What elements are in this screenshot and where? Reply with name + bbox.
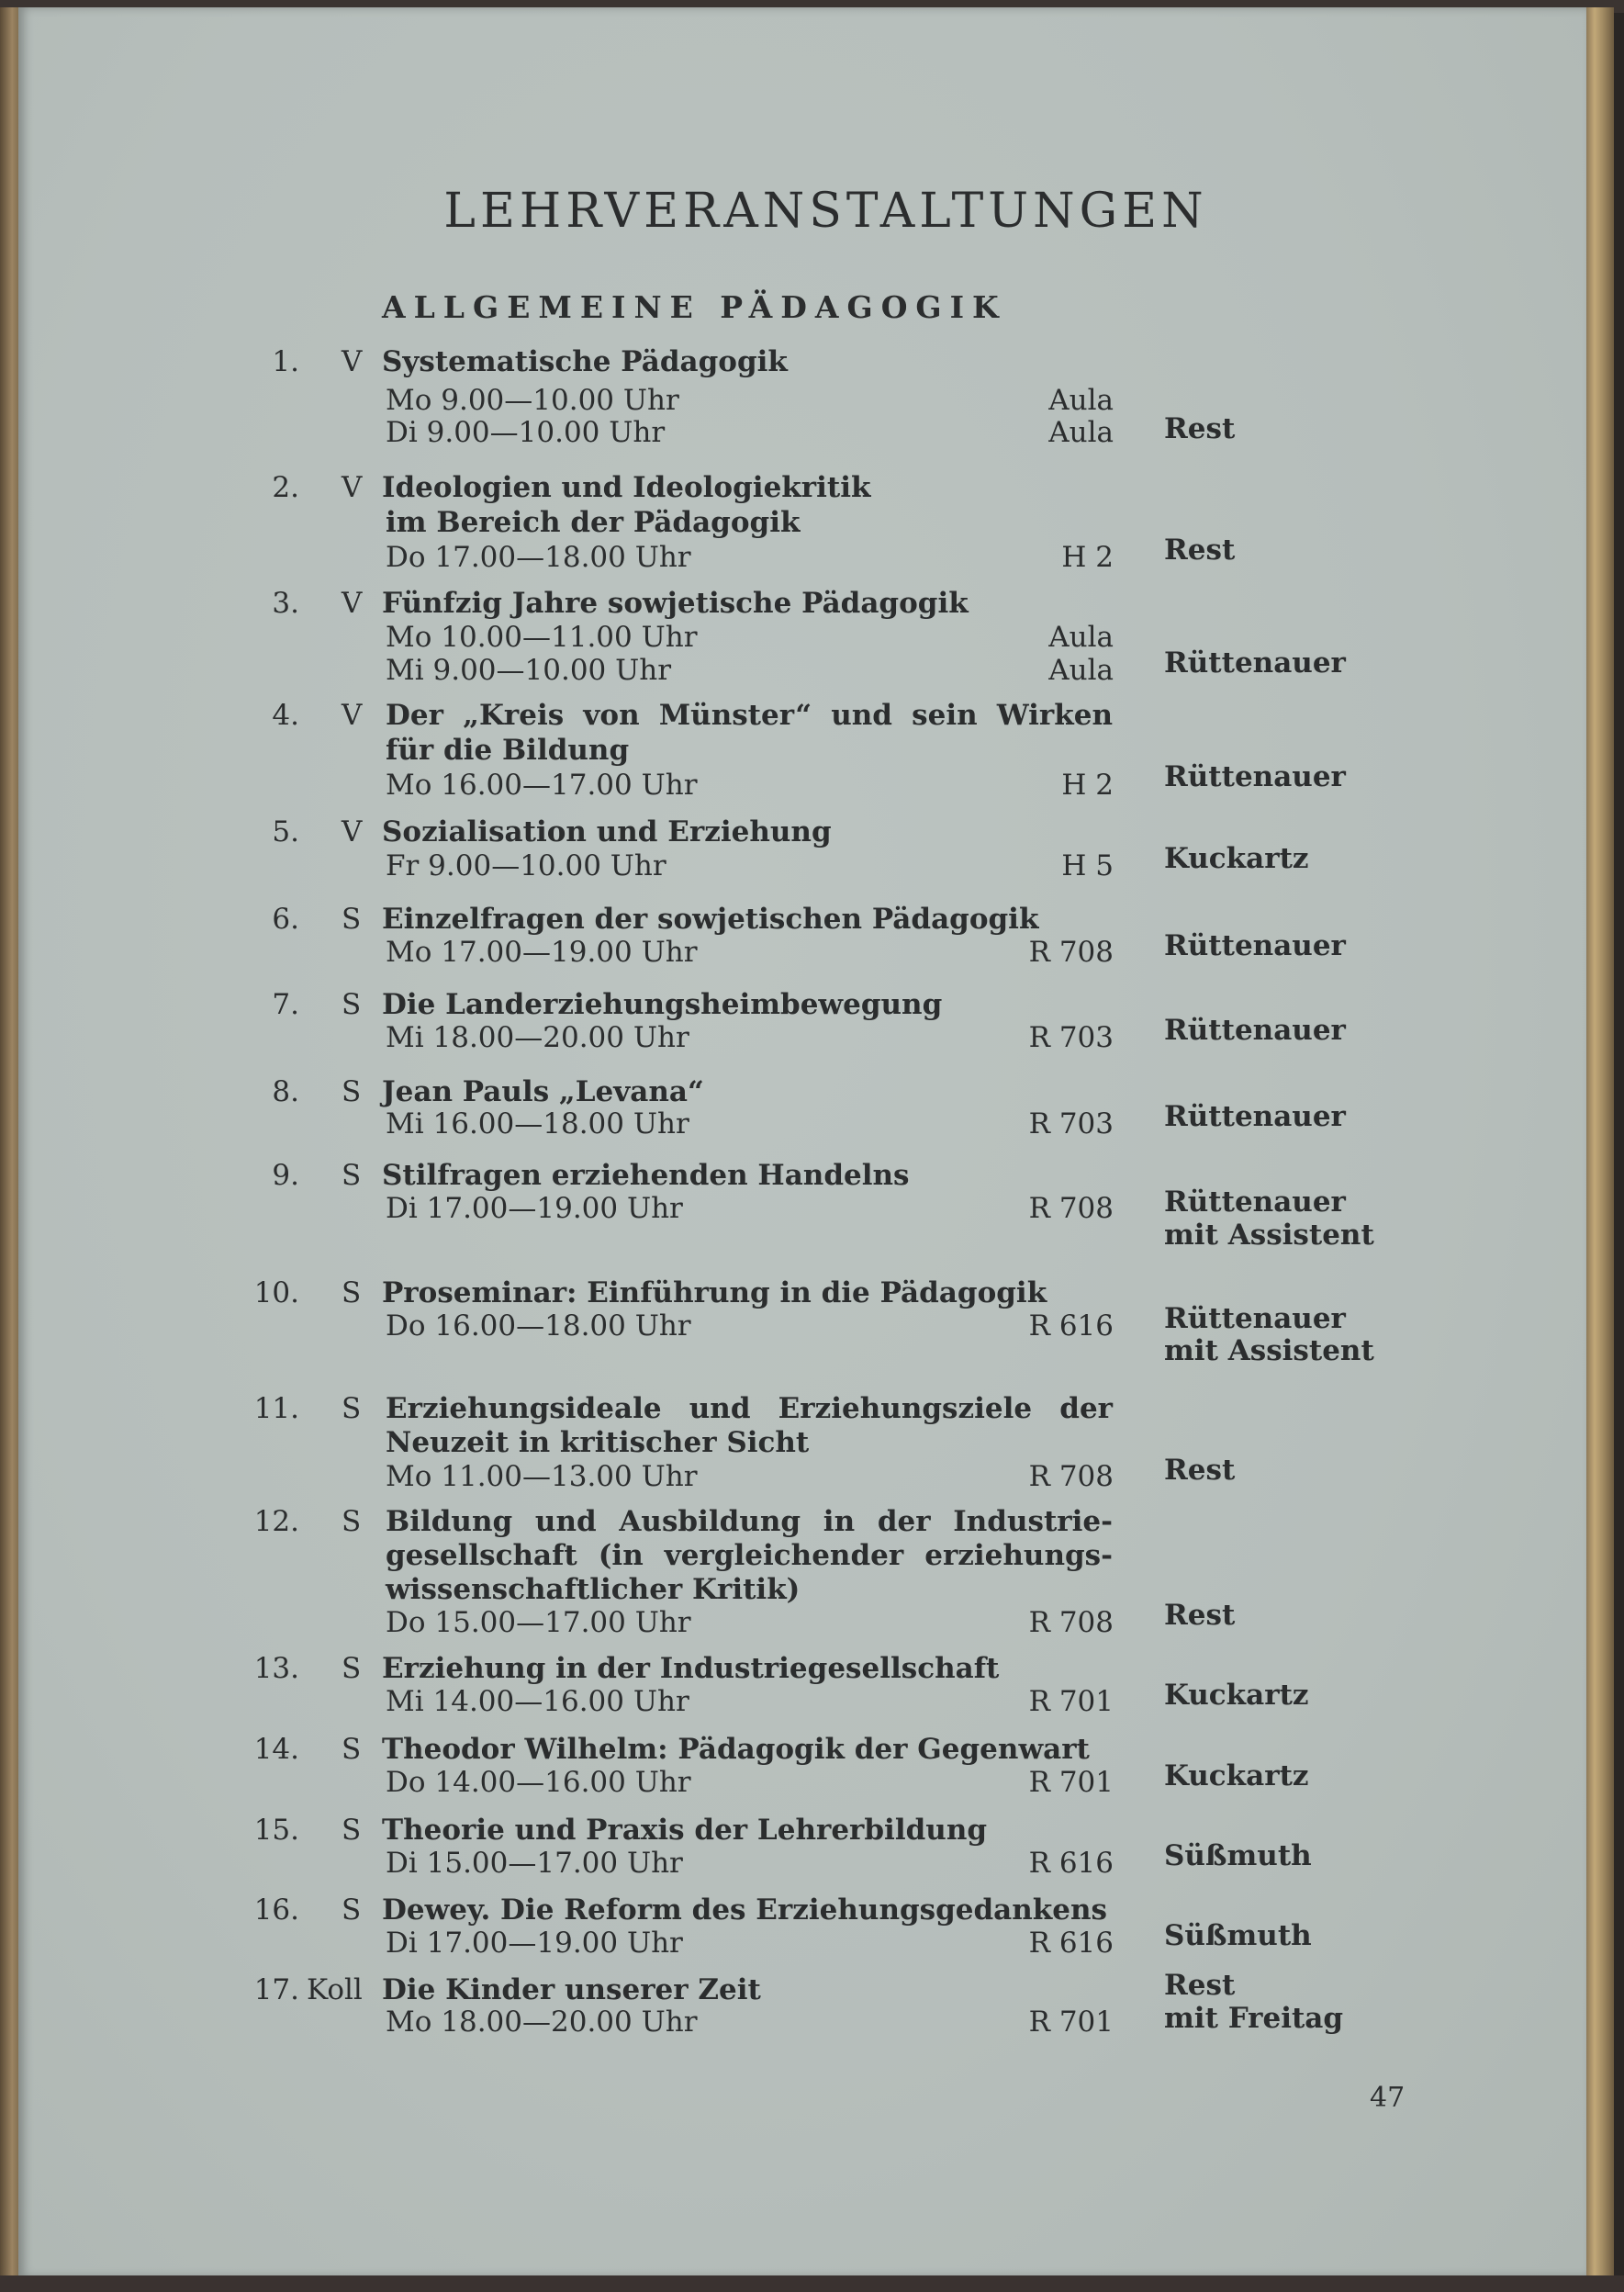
- course-room: Aula: [1048, 416, 1114, 449]
- course-schedule: Mi 14.00—16.00 Uhr: [386, 1685, 689, 1718]
- course-title-line: wissenschaftlicher Kritik): [386, 1573, 801, 1606]
- course-schedule: Mi 9.00—10.00 Uhr: [386, 654, 672, 687]
- course-title-line: Fünfzig Jahre sowjetische Pädagogik: [382, 587, 969, 620]
- course-type: S: [342, 1075, 362, 1108]
- course-title-line: Theodor Wilhelm: Pädagogik der Gegenwart: [382, 1733, 1090, 1766]
- course-title-line: Erziehung in der Industriegesellschaft: [382, 1652, 1000, 1685]
- course-number: 10.: [253, 1276, 299, 1309]
- course-lecturer: Rest: [1164, 534, 1236, 567]
- course-lecturer: Rüttenauer: [1164, 1014, 1346, 1047]
- course-schedule: Di 17.00—19.00 Uhr: [386, 1192, 683, 1225]
- course-type: V: [342, 471, 363, 504]
- course-number: 16.: [253, 1893, 299, 1927]
- course-room: R 616: [1028, 1309, 1114, 1343]
- course-number: 17.: [253, 1973, 299, 2006]
- course-number: 4.: [272, 699, 299, 732]
- course-type: S: [342, 1814, 362, 1847]
- scan-bottom-border: [0, 2275, 1624, 2292]
- course-number: 11.: [253, 1392, 299, 1425]
- page-stack-edge: [1586, 7, 1614, 2277]
- course-title-line: Bildung und Ausbildung in der Industrie-: [386, 1505, 1113, 1538]
- course-lecturer: mit Freitag: [1164, 2002, 1344, 2035]
- course-schedule: Do 15.00—17.00 Uhr: [386, 1606, 691, 1639]
- course-title-line: Theorie und Praxis der Lehrerbildung: [382, 1814, 988, 1847]
- course-room: Aula: [1048, 384, 1114, 417]
- course-type: V: [342, 587, 363, 620]
- course-room: R 701: [1028, 1766, 1114, 1799]
- course-schedule: Di 17.00—19.00 Uhr: [386, 1927, 683, 1960]
- course-type: V: [342, 815, 363, 848]
- course-schedule: Mo 17.00—19.00 Uhr: [386, 936, 698, 969]
- course-schedule: Fr 9.00—10.00 Uhr: [386, 849, 666, 882]
- course-title-line: Erziehungsideale und Erziehungsziele der: [386, 1392, 1113, 1425]
- course-type: V: [342, 345, 363, 378]
- course-room: R 708: [1028, 1460, 1114, 1493]
- course-room: R 701: [1028, 1685, 1114, 1718]
- course-number: 6.: [272, 903, 299, 936]
- course-title-line: Der „Kreis von Münster“ und sein Wirken: [386, 699, 1113, 732]
- course-type: S: [342, 1276, 362, 1309]
- course-lecturer: Rüttenauer: [1164, 1100, 1346, 1133]
- course-lecturer: Kuckartz: [1164, 1679, 1309, 1712]
- course-room: R 708: [1028, 936, 1114, 969]
- course-lecturer: Rest: [1164, 412, 1236, 445]
- course-type: S: [342, 1505, 362, 1538]
- course-number: 2.: [272, 471, 299, 504]
- course-number: 8.: [272, 1075, 299, 1108]
- book-spine-edge: [0, 7, 20, 2277]
- course-schedule: Do 14.00—16.00 Uhr: [386, 1766, 691, 1799]
- course-type: S: [342, 1893, 362, 1927]
- page-number: 47: [1370, 2082, 1406, 2114]
- course-type: V: [342, 699, 363, 732]
- course-schedule: Di 15.00—17.00 Uhr: [386, 1847, 683, 1880]
- course-schedule: Mi 16.00—18.00 Uhr: [386, 1107, 689, 1140]
- course-schedule: Mo 10.00—11.00 Uhr: [386, 621, 698, 654]
- course-schedule: Mo 11.00—13.00 Uhr: [386, 1460, 698, 1493]
- page-title: LEHRVERANSTALTUNGEN: [443, 184, 1208, 239]
- course-number: 5.: [272, 815, 299, 848]
- course-title-line: Dewey. Die Reform des Erziehungsgedankens: [382, 1893, 1108, 1927]
- course-type: Koll: [307, 1973, 363, 2006]
- course-title-line: Ideologien und Ideologiekritik: [382, 471, 871, 504]
- course-title-line: Proseminar: Einführung in die Pädagogik: [382, 1276, 1047, 1309]
- course-title-line: Stilfragen erziehenden Handelns: [382, 1159, 910, 1192]
- course-room: Aula: [1048, 654, 1114, 687]
- course-lecturer: Rüttenauer: [1164, 760, 1346, 793]
- course-schedule: Mo 9.00—10.00 Uhr: [386, 384, 679, 417]
- course-title-line: Die Landerziehungsheimbewegung: [382, 988, 943, 1021]
- course-title-line: Neuzeit in kritischer Sicht: [386, 1426, 810, 1459]
- course-number: 14.: [253, 1733, 299, 1766]
- course-room: Aula: [1048, 621, 1114, 654]
- course-type: S: [342, 903, 362, 936]
- course-number: 15.: [253, 1814, 299, 1847]
- course-room: R 703: [1028, 1021, 1114, 1054]
- course-room: R 616: [1028, 1927, 1114, 1960]
- course-number: 12.: [253, 1505, 299, 1538]
- course-schedule: Mi 18.00—20.00 Uhr: [386, 1021, 689, 1054]
- course-room: R 703: [1028, 1107, 1114, 1140]
- course-title-line: Sozialisation und Erziehung: [382, 815, 832, 848]
- course-type: S: [342, 1159, 362, 1192]
- course-schedule: Do 17.00—18.00 Uhr: [386, 541, 691, 574]
- course-number: 1.: [272, 345, 299, 378]
- course-room: R 708: [1028, 1192, 1114, 1225]
- course-title-line: Systematische Pädagogik: [382, 345, 788, 378]
- course-number: 3.: [272, 587, 299, 620]
- course-title-line: Einzelfragen der sowjetischen Pädagogik: [382, 903, 1039, 936]
- course-room: R 708: [1028, 1606, 1114, 1639]
- course-schedule: Di 9.00—10.00 Uhr: [386, 416, 666, 449]
- course-room: H 2: [1061, 541, 1114, 574]
- course-title-line: im Bereich der Pädagogik: [386, 506, 801, 539]
- course-lecturer: Kuckartz: [1164, 842, 1309, 875]
- course-type: S: [342, 1652, 362, 1685]
- course-schedule: Do 16.00—18.00 Uhr: [386, 1309, 691, 1343]
- book-page: [18, 7, 1586, 2277]
- course-title-line: für die Bildung: [386, 734, 630, 767]
- course-lecturer: Süßmuth: [1164, 1919, 1312, 1952]
- course-number: 13.: [253, 1652, 299, 1685]
- course-lecturer: mit Assistent: [1164, 1219, 1374, 1252]
- course-type: S: [342, 988, 362, 1021]
- course-title-line: Die Kinder unserer Zeit: [382, 1973, 761, 2006]
- course-type: S: [342, 1733, 362, 1766]
- course-lecturer: mit Assistent: [1164, 1334, 1374, 1367]
- course-lecturer: Süßmuth: [1164, 1839, 1312, 1872]
- course-lecturer: Kuckartz: [1164, 1759, 1309, 1792]
- course-title-line: Jean Pauls „Levana“: [382, 1075, 704, 1108]
- course-lecturer: Rest: [1164, 1454, 1236, 1487]
- course-room: R 616: [1028, 1847, 1114, 1880]
- course-lecturer: Rüttenauer: [1164, 1185, 1346, 1219]
- course-lecturer: Rüttenauer: [1164, 646, 1346, 680]
- course-lecturer: Rüttenauer: [1164, 1302, 1346, 1335]
- course-lecturer: Rest: [1164, 1969, 1236, 2002]
- course-schedule: Mo 18.00—20.00 Uhr: [386, 2006, 698, 2039]
- course-number: 9.: [272, 1159, 299, 1192]
- course-room: H 5: [1061, 849, 1114, 882]
- course-room: H 2: [1061, 769, 1114, 802]
- course-title-line: gesellschaft (in vergleichender erziehungs-: [386, 1539, 1113, 1572]
- course-number: 7.: [272, 988, 299, 1021]
- section-heading: ALLGEMEINE PÄDAGOGIK: [382, 289, 1007, 325]
- course-lecturer: Rüttenauer: [1164, 929, 1346, 962]
- course-room: R 701: [1028, 2006, 1114, 2039]
- course-type: S: [342, 1392, 362, 1425]
- course-schedule: Mo 16.00—17.00 Uhr: [386, 769, 698, 802]
- course-lecturer: Rest: [1164, 1599, 1236, 1632]
